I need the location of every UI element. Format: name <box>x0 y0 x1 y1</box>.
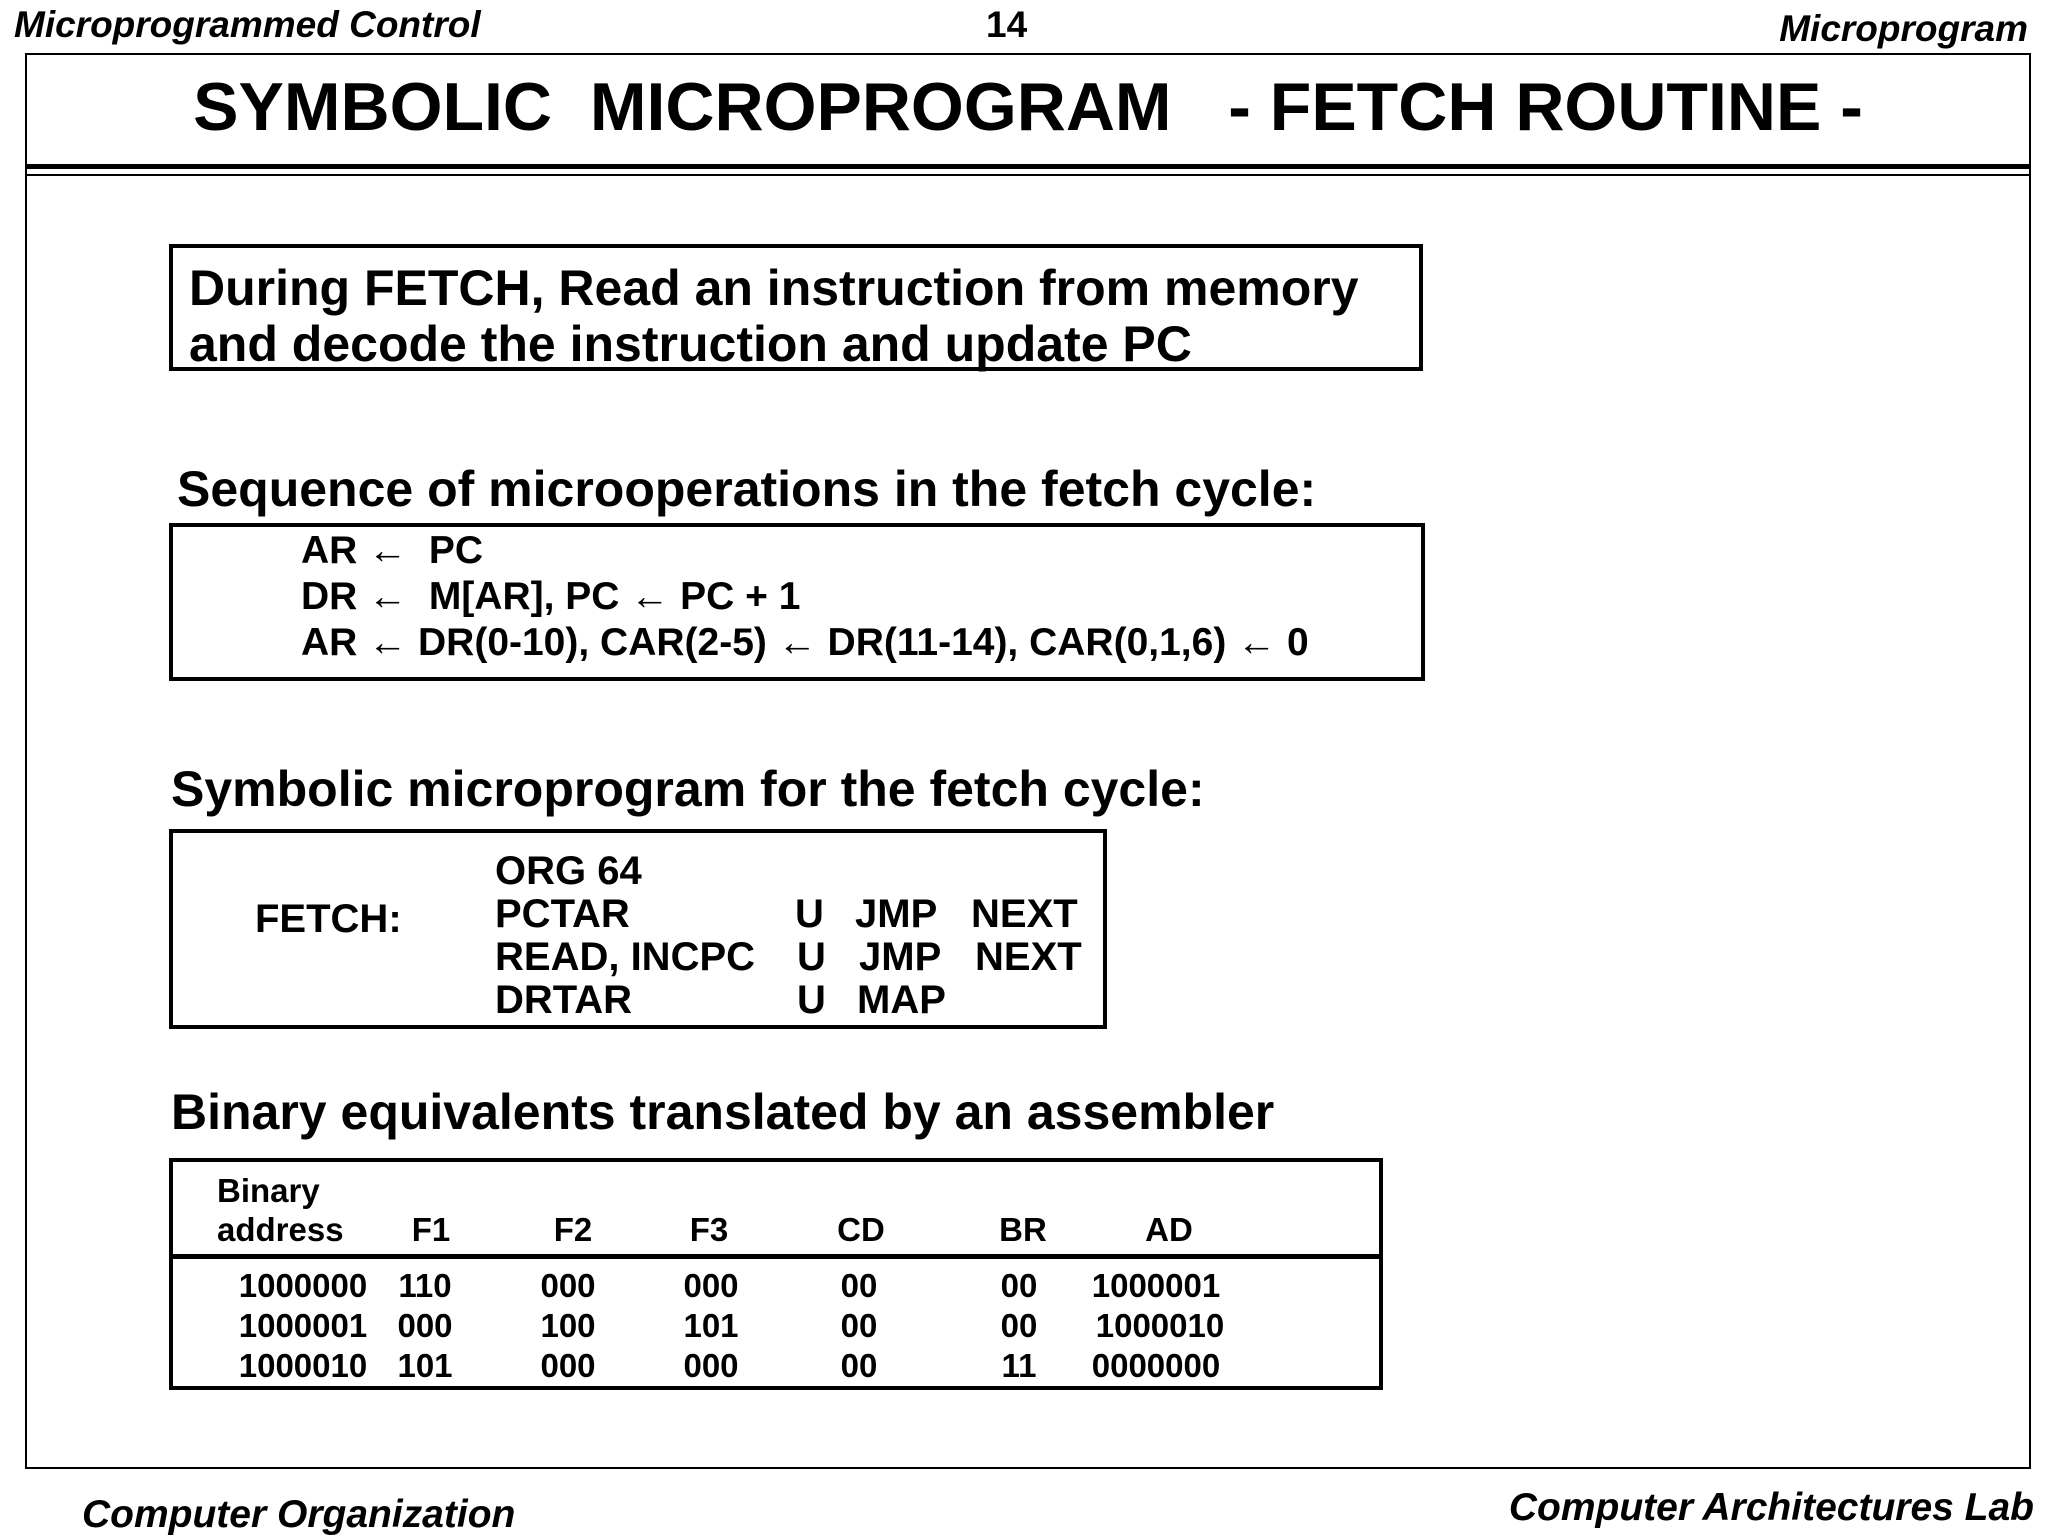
column-header-f1: F1 <box>411 1211 451 1248</box>
table-cell: 1000010 <box>1095 1307 1225 1344</box>
table-cell: 1000001 <box>1091 1267 1221 1304</box>
table-cell: 000 <box>540 1347 596 1384</box>
footer-lab: Computer Architectures Lab <box>1508 1486 2034 1529</box>
slide-title: SYMBOLIC MICROPROGRAM - FETCH ROUTINE - <box>193 69 1863 145</box>
symbolic-microprogram-box <box>169 829 1107 1029</box>
fetch-description-line: During FETCH, Read an instruction from memory <box>189 260 1359 316</box>
title-divider <box>26 164 2030 169</box>
table-cell: 000 <box>683 1267 739 1304</box>
microoperation-line: DR ← M[AR], PC ← PC + 1 <box>301 575 801 618</box>
header-course-topic: Microprogrammed Control <box>14 4 481 45</box>
column-header-f2: F2 <box>553 1211 593 1248</box>
table-cell: 110 <box>398 1267 452 1304</box>
symbolic-br: MAP <box>857 978 946 1022</box>
sequence-heading: Sequence of microoperations in the fetch cycle: <box>177 461 1317 517</box>
symbolic-cd: U <box>797 935 826 979</box>
page-number: 14 <box>986 4 1028 45</box>
binary-table <box>169 1158 1383 1390</box>
fetch-description-line: and decode the instruction and update PC <box>189 316 1192 372</box>
table-cell: 11 <box>1001 1347 1037 1384</box>
table-cell: 0000000 <box>1091 1347 1221 1384</box>
table-cell: 00 <box>1000 1307 1038 1344</box>
symbolic-cd: U <box>795 892 824 936</box>
title-divider-thin <box>26 174 2030 176</box>
microoperation-line: AR ← DR(0-10), CAR(2-5) ← DR(11-14), CAR(0,1,6) ← 0 <box>301 621 1309 664</box>
fetch-label: FETCH: <box>255 897 402 941</box>
column-header-br: BR <box>999 1211 1047 1248</box>
symbolic-op: ORG 64 <box>495 849 642 893</box>
microoperations-box <box>169 523 1425 681</box>
symbolic-ad: NEXT <box>971 892 1078 936</box>
column-header-cd: CD <box>837 1211 885 1248</box>
symbolic-op: PCTAR <box>495 892 630 936</box>
table-cell: 000 <box>397 1307 453 1344</box>
table-cell: 1000010 <box>238 1347 368 1384</box>
table-cell: 00 <box>840 1307 878 1344</box>
column-header-address: address <box>217 1211 344 1248</box>
symbolic-op: READ, INCPC <box>495 935 756 979</box>
table-cell: 100 <box>540 1307 596 1344</box>
table-cell: 1000000 <box>238 1267 368 1304</box>
table-cell: 101 <box>397 1347 453 1384</box>
symbolic-br: JMP <box>859 935 942 979</box>
symbolic-cd: U <box>797 978 826 1022</box>
table-cell: 1000001 <box>238 1307 368 1344</box>
symbolic-op: DRTAR <box>495 978 633 1022</box>
table-cell: 00 <box>840 1267 878 1304</box>
column-header-ad: AD <box>1145 1211 1193 1248</box>
table-cell: 000 <box>540 1267 596 1304</box>
microoperation-line: AR ← PC <box>301 529 484 572</box>
header-section: Microprogram <box>1779 8 2028 49</box>
table-cell: 00 <box>840 1347 878 1384</box>
footer-course: Computer Organization <box>82 1493 516 1536</box>
table-cell: 101 <box>683 1307 739 1344</box>
fetch-description-box <box>169 244 1423 371</box>
table-cell: 000 <box>683 1347 739 1384</box>
symbolic-ad: NEXT <box>975 935 1082 979</box>
column-header-f3: F3 <box>689 1211 729 1248</box>
table-cell: 00 <box>1000 1267 1038 1304</box>
binary-heading: Binary equivalents translated by an assembler <box>171 1084 1275 1140</box>
table-header-divider <box>173 1254 1379 1259</box>
symbolic-br: JMP <box>855 892 938 936</box>
symbolic-heading: Symbolic microprogram for the fetch cycle: <box>171 761 1205 817</box>
binary-header-top: Binary <box>217 1172 320 1209</box>
